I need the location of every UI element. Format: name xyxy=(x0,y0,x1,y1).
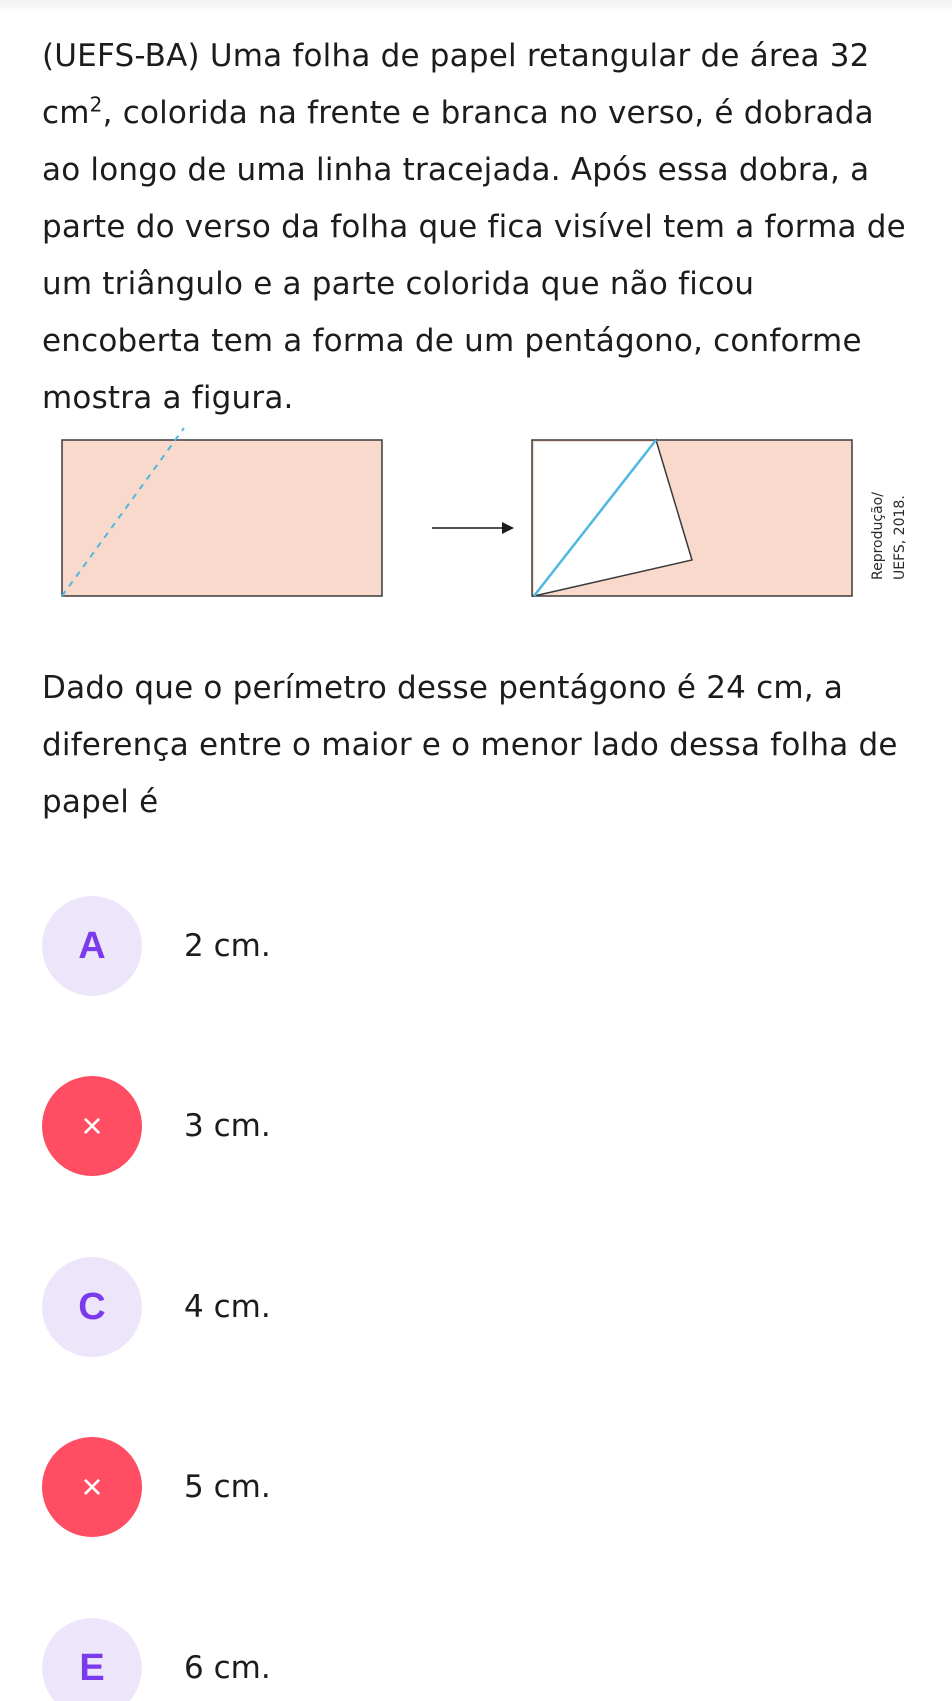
statement-part-1: (UEFS-BA) Uma folha de papel retangular de área xyxy=(42,38,830,74)
wrong-mark-icon: × xyxy=(42,1076,142,1176)
option-b[interactable] xyxy=(42,1076,642,1176)
folding-figure xyxy=(44,420,944,630)
question-statement xyxy=(42,28,922,427)
option-badge: E xyxy=(42,1618,142,1701)
option-label: 6 cm. xyxy=(184,1650,271,1686)
option-c[interactable] xyxy=(42,1257,642,1357)
option-badge: A xyxy=(42,896,142,996)
area-exponent: 2 xyxy=(89,92,103,117)
option-badge: C xyxy=(42,1257,142,1357)
area-value: 32 cm xyxy=(42,38,870,131)
option-label: 2 cm. xyxy=(184,928,271,964)
statement-part-2: , colorida na frente e branca no verso, é dobrada ao longo de uma linha tracejada. Após essa dobra, a parte do verso da folha que fica visível tem a forma de um triângulo e a parte colorida que não ficou encoberta tem a forma de um pentágono, conforme mostra a figura. xyxy=(42,95,906,416)
option-label: 5 cm. xyxy=(184,1469,271,1505)
option-d[interactable] xyxy=(42,1437,642,1537)
option-label: 4 cm. xyxy=(184,1289,271,1325)
option-a[interactable] xyxy=(42,896,642,996)
option-e[interactable] xyxy=(42,1618,642,1701)
option-label: 3 cm. xyxy=(184,1108,271,1144)
arrow-head xyxy=(502,522,514,534)
unfolded-sheet xyxy=(62,440,382,596)
top-edge xyxy=(0,0,952,14)
wrong-mark-icon: × xyxy=(42,1437,142,1537)
credit-line-1: Reprodução/ xyxy=(870,492,886,580)
credit-line-2: UEFS, 2018. xyxy=(892,495,908,580)
question-followup: Dado que o perímetro desse pentágono é 24 cm, a diferença entre o maior e o menor lado dessa folha de papel é xyxy=(42,670,898,820)
